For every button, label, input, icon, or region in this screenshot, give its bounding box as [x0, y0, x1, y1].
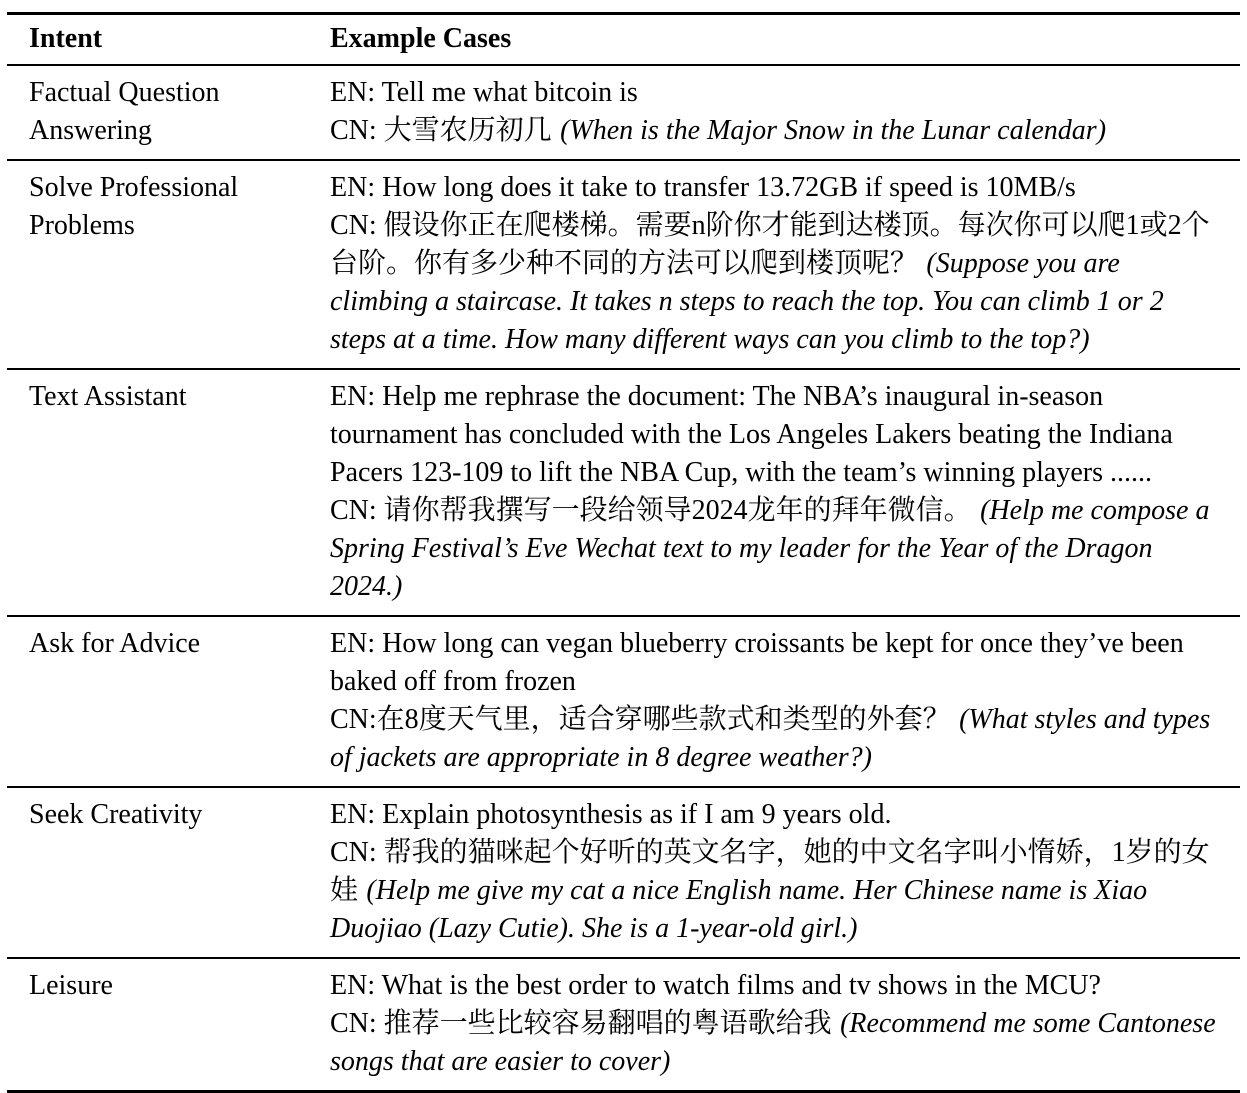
cn-text: CN: 请你帮我撰写一段给领导2024龙年的拜年微信。	[330, 495, 972, 526]
table-row	[7, 370, 1240, 615]
intent-label: Factual Question Answering	[29, 77, 220, 146]
example-cell	[330, 370, 1240, 615]
intent-label: Seek Creativity	[29, 799, 203, 830]
example-cn-line	[330, 492, 1216, 606]
cn-translation: (What styles and types of jackets are appropriate in 8 degree weather?)	[330, 704, 1211, 773]
cn-translation: (Recommend me some Cantonese songs that are easier to cover)	[330, 1008, 1216, 1077]
table-row	[7, 788, 1240, 957]
intent-label: Text Assistant	[29, 381, 187, 412]
header-examples-label: Example Cases	[330, 23, 512, 54]
cn-text: CN:在8度天气里，适合穿哪些款式和类型的外套？	[330, 704, 951, 735]
cn-text: CN: 推荐一些比较容易翻唱的粤语歌给我	[330, 1008, 832, 1039]
intent-examples-table	[7, 12, 1240, 1093]
example-cell	[330, 66, 1240, 159]
example-cell	[330, 959, 1240, 1090]
table-header-row	[7, 15, 1240, 64]
cn-translation: (When is the Major Snow in the Lunar calendar)	[560, 115, 1107, 146]
cn-text: CN: 帮我的猫咪起个好听的英文名字，她的中文名字叫小惰娇，1岁的女娃	[330, 837, 1210, 906]
header-intent-label: Intent	[29, 23, 103, 54]
intent-label: Leisure	[29, 970, 113, 1001]
example-en-line: EN: Explain photosynthesis as if I am 9 years old.	[330, 799, 892, 830]
example-en-line: EN: How long can vegan blueberry croissants be kept for once they’ve been baked off from frozen	[330, 628, 1184, 697]
table-row	[7, 66, 1240, 159]
cn-text: CN: 假设你正在爬楼梯。需要n阶你才能到达楼顶。每次你可以爬1或2个台阶。你有多少种不同的方法可以爬到楼顶呢？	[330, 210, 1210, 279]
cn-translation: (Help me give my cat a nice English name. Her Chinese name is Xiao Duojiao (Lazy Cutie). She is a 1-year-old girl.)	[330, 875, 1148, 944]
intent-label: Solve Professional Problems	[29, 172, 239, 241]
intent-label: Ask for Advice	[29, 628, 201, 659]
table-row	[7, 617, 1240, 786]
example-cn-line	[330, 207, 1216, 359]
example-cell	[330, 788, 1240, 957]
cn-text: CN: 大雪农历初几	[330, 115, 552, 146]
table-row	[7, 161, 1240, 368]
cn-translation: (Help me compose a Spring Festival’s Eve Wechat text to my leader for the Year of the Dragon 2024.)	[330, 495, 1210, 602]
example-cn-line	[330, 1005, 1216, 1081]
example-cn-line	[330, 112, 1216, 150]
example-cell	[330, 617, 1240, 786]
cn-translation: (Suppose you are climbing a staircase. It takes n steps to reach the top. You can climb 1 or 2 steps at a time. How many different ways can you climb to the top?)	[330, 248, 1164, 355]
example-en-line: EN: Tell me what bitcoin is	[330, 77, 638, 108]
example-cn-line	[330, 834, 1216, 948]
example-en-line: EN: Help me rephrase the document: The NBA’s inaugural in-season tournament has concluded with the Los Angeles Lakers beating the Indiana Pacers 123-109 to lift the NBA Cup, with the team’s winning players ......	[330, 381, 1173, 488]
example-cn-line	[330, 701, 1216, 777]
example-en-line: EN: What is the best order to watch films and tv shows in the MCU?	[330, 970, 1101, 1001]
example-cell	[330, 161, 1240, 368]
table-row	[7, 959, 1240, 1090]
example-en-line: EN: How long does it take to transfer 13.72GB if speed is 10MB/s	[330, 172, 1076, 203]
